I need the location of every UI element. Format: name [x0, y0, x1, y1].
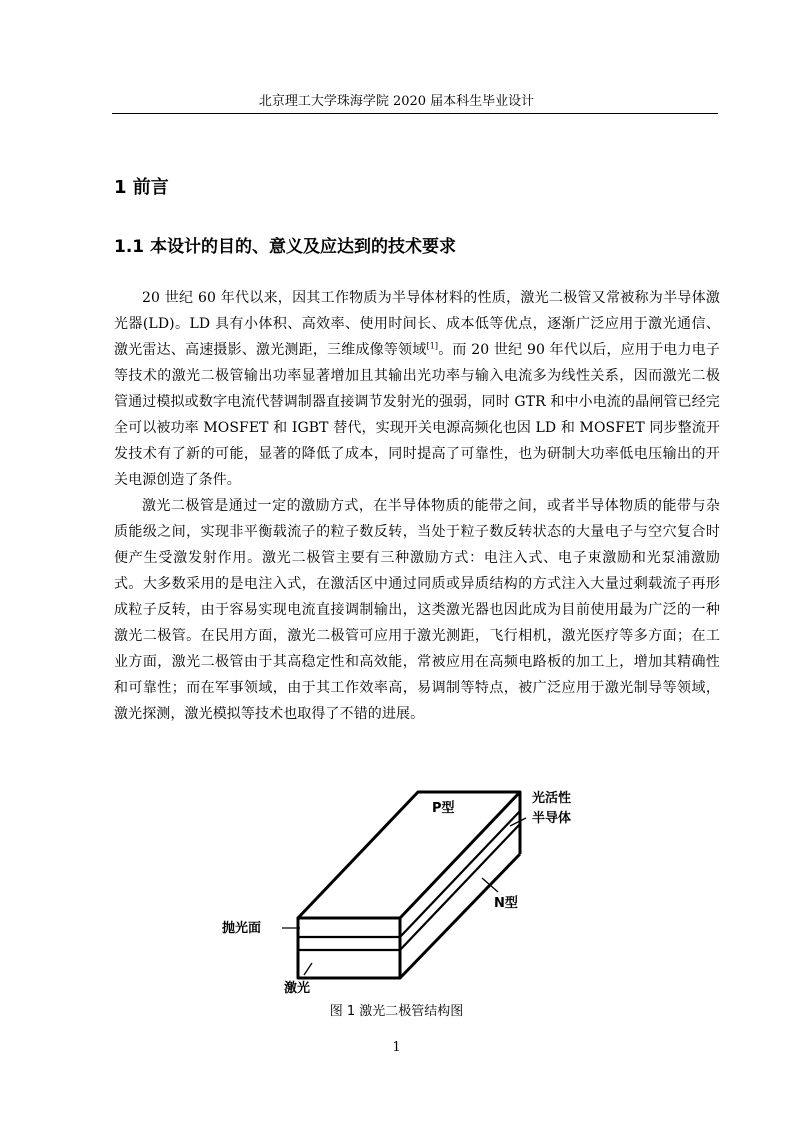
active-semiconductor-label-2: 半导体	[532, 811, 572, 826]
subsection-heading: 1.1 本设计的目的、意义及应达到的技术要求	[114, 237, 457, 257]
page-number: 1	[392, 1040, 401, 1055]
paragraph-1-text-a: 20 世纪 60 年代以来，因其工作物质为半导体材料的性质，激光二极管又常被称为半导体激光器(LD)。LD 具有小体积、高效率、使用时间长、成本低等优点，逐渐广泛应用于激光通信、激光雷达、高速摄影、激光测距，三维成像等领域	[114, 290, 720, 358]
laser-diode-structure-diagram	[220, 780, 590, 1000]
laser-leader	[304, 963, 312, 975]
active-semiconductor-label-1: 光活性	[532, 791, 572, 806]
front-face	[298, 918, 400, 978]
n-type-label: N型	[494, 896, 518, 911]
p-type-label: P型	[432, 801, 455, 816]
figure-caption: 图 1 激光二极管结构图	[329, 1004, 464, 1019]
section-heading: 1 前言	[114, 177, 169, 198]
polished-face-label: 抛光面	[222, 921, 262, 936]
paragraph-2: 激光二极管是通过一定的激励方式，在半导体物质的能带之间，或者半导体物质的能带与杂质能级之间，实现非平衡载流子的粒子数反转，当处于粒子数反转状态的大量电子与空穴复合时便产生受激发射作用。激光二极管主要有三种激励方式：电注入式、电子束激励和光泵浦激励式。大多数采用的是电注入式，在激活区中通过同质或异质结构的方式注入大量过剩载流子再形成粒子反转，由于容易实现电流直接调制输出，这类激光器也因此成为目前使用最为广泛的一种激光二极管。在民用方面，激光二极管可应用于激光测距，飞行相机，激光医疗等多方面；在工业方面，激光二极管由于其高稳定性和高效能，常被应用在高频电路板的加工上，增加其精确性和可靠性；而在军事领域，由于其工作效率高，易调制等特点，被广泛应用于激光制导等领域，激光探测，激光模拟等技术也取得了不错的进展。	[114, 498, 720, 722]
laser-label: 激光	[284, 981, 311, 996]
side-layer-line-2	[400, 824, 520, 950]
citation-ref: [1]	[426, 341, 439, 351]
header-divider	[112, 113, 718, 114]
paragraph-1-text-b: 。而 20 世纪 90 年代以后，应用于电力电子等技术的激光二极管输出功率显著增加且其输出光功率与输入电流多为线性关系，因而激光二极管通过模拟或数字电流代替调制器直接调节发射光的强弱，同时 GTR 和中小电流的晶闸管已经完全可以被功率 MOSFET 和 IGBT 替代，实现开关电源高频化也因 LD 和 MOSFET 同步整流开发技术有了新的可能，显著的降低了成本，同时提高了可靠性，也为研制大功率低电压输出的开关电源创造了条件。	[114, 342, 720, 488]
top-face	[298, 792, 520, 918]
paragraph-1	[114, 285, 720, 493]
running-header: 北京理工大学珠海学院 2020 届本科生毕业设计	[258, 94, 535, 109]
